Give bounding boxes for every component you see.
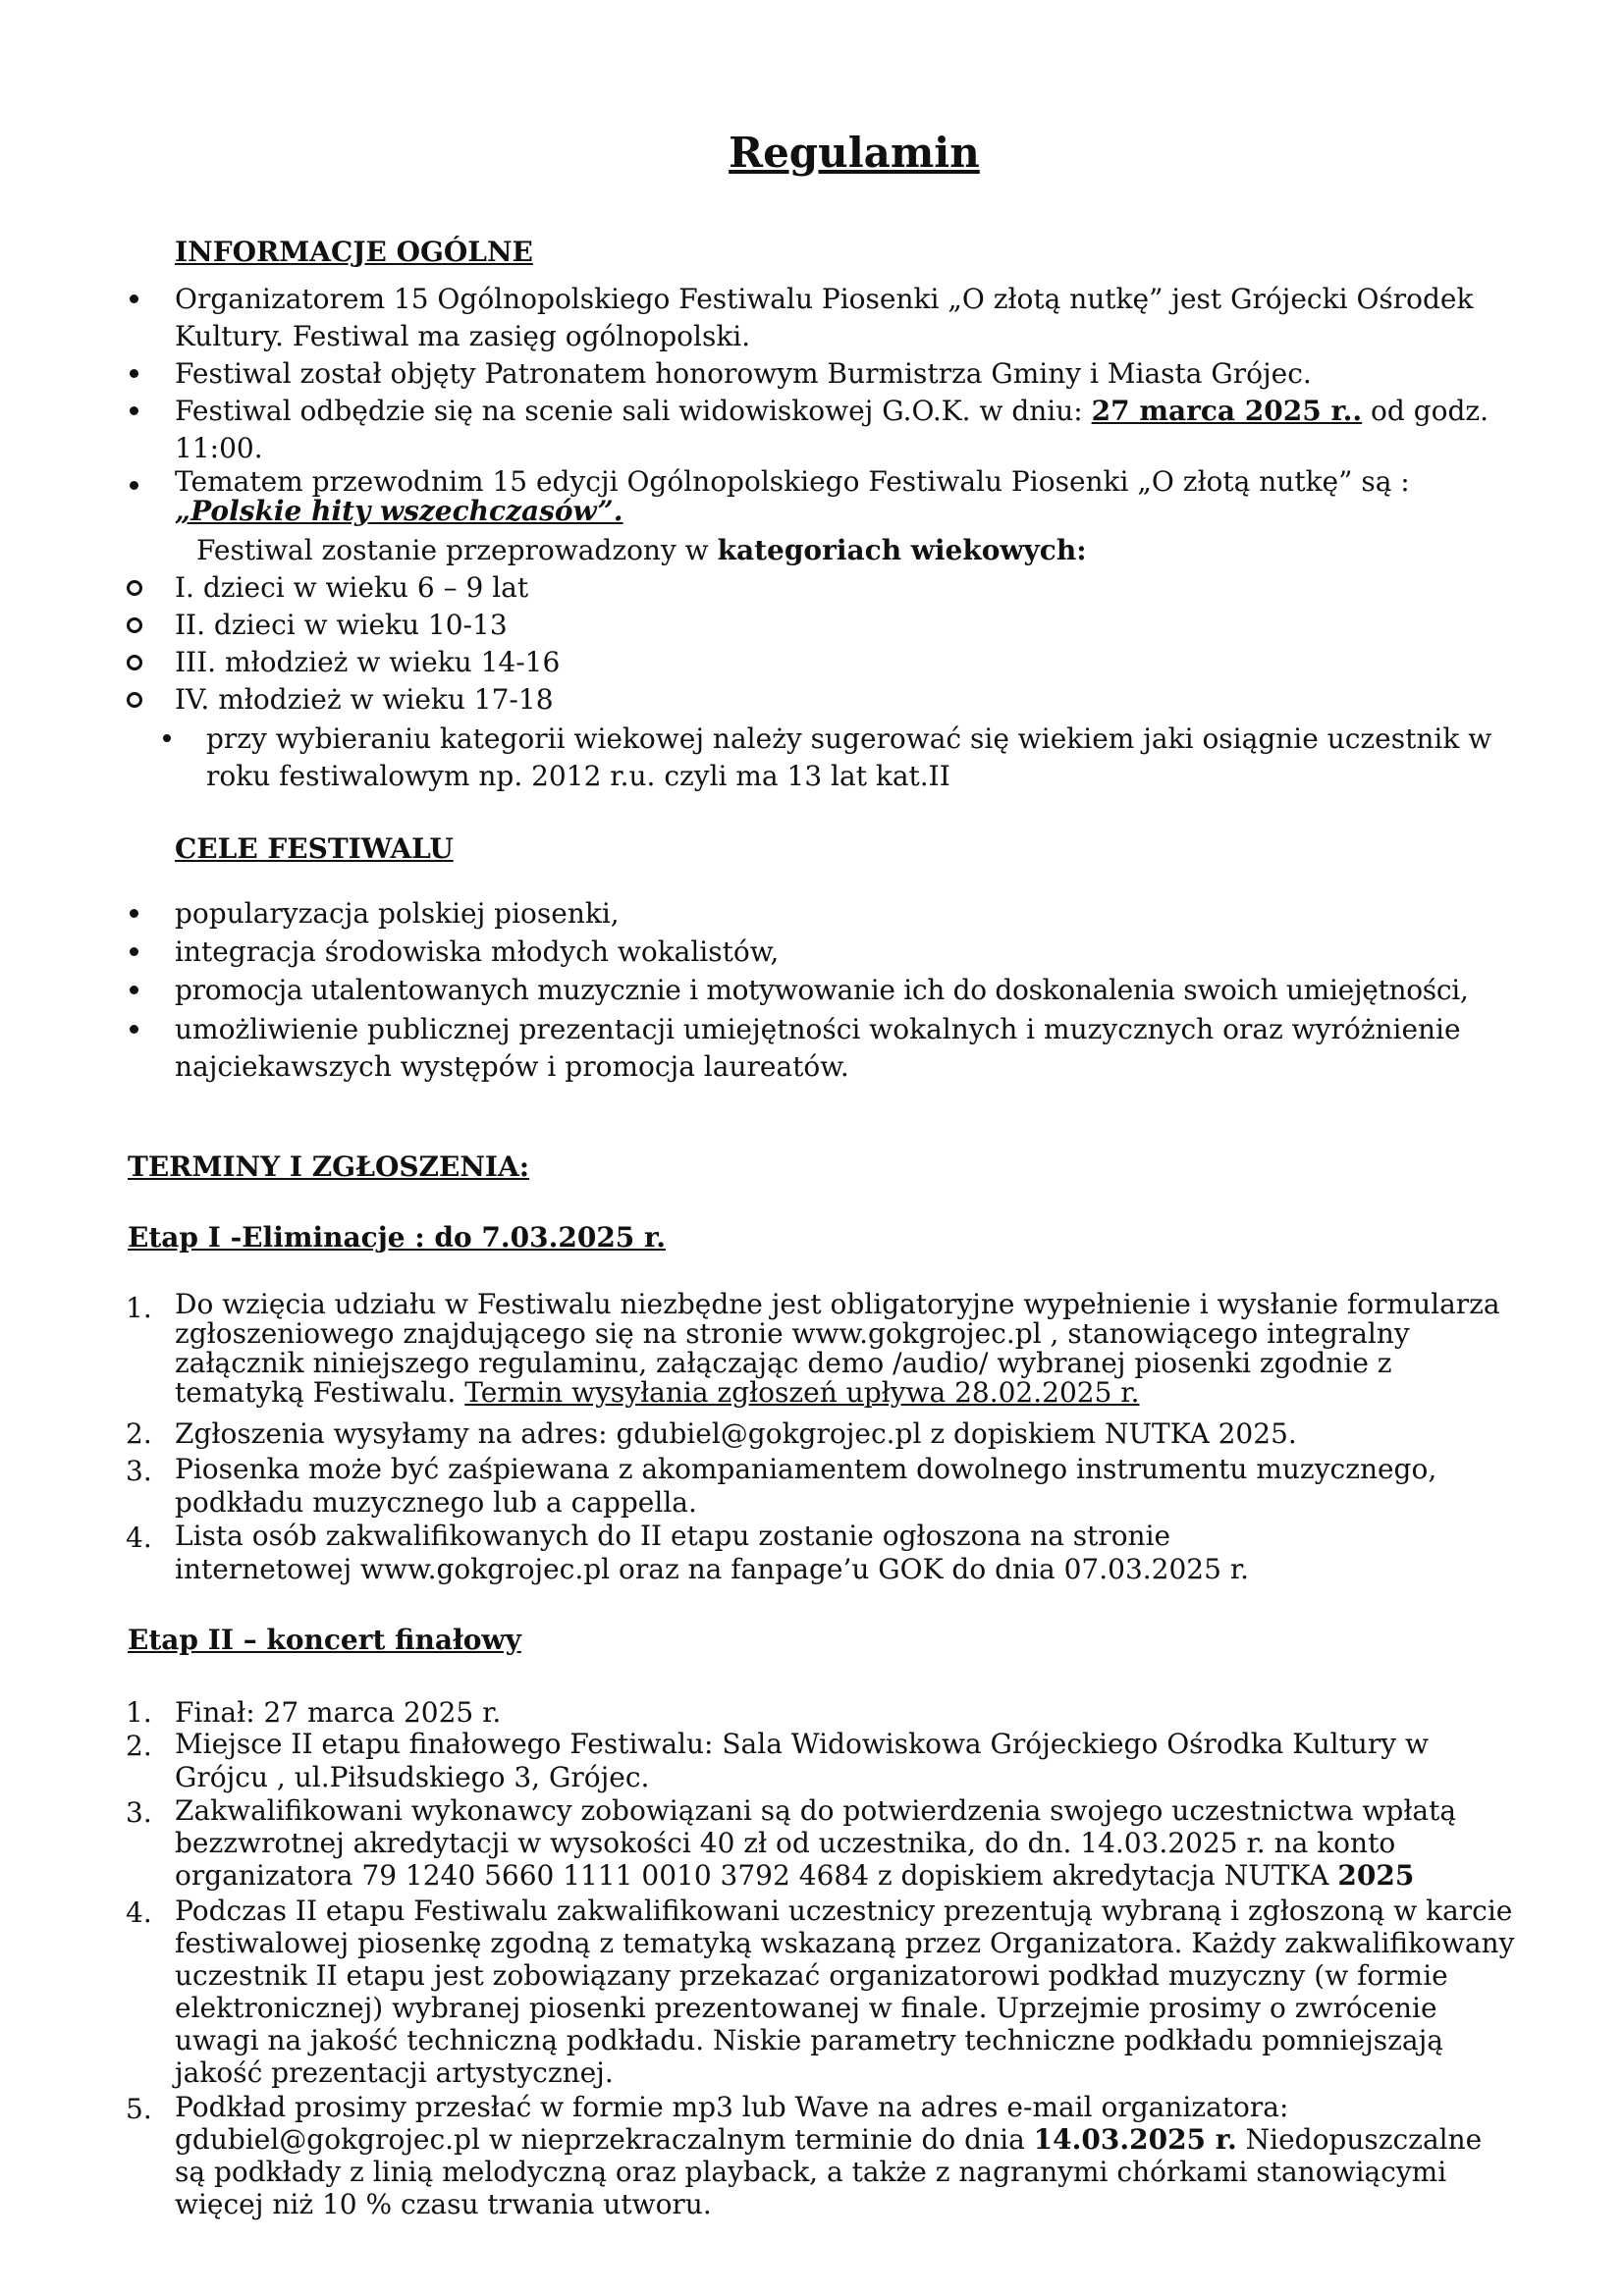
list-item-text: Lista osób zakwalifikowanych do II etapu zostanie ogłoszona na stronie internetowej www.gokgrojec.pl oraz na fanpage’u GOK do dnia 07.03.2025 r. xyxy=(175,1520,1250,1585)
list-item-text: Zgłoszenia wysyłamy na adres: gdubiel@gokgrojec.pl z dopiskiem NUTKA 2025. xyxy=(175,1417,1297,1450)
bullet-icon xyxy=(130,369,138,378)
section-heading-cele: CELE FESTIWALU xyxy=(175,832,454,865)
circle-bullet-icon xyxy=(127,580,142,596)
item-number: 3. xyxy=(126,1455,152,1487)
bullet-icon xyxy=(130,294,138,303)
item-number: 3. xyxy=(126,1796,152,1829)
bullet-icon xyxy=(130,986,138,994)
list-item-text: Festiwal odbędzie się na scenie sali widowiskowej G.O.K. w dniu: 27 marca 2025 r.. od godz. 11:00. xyxy=(175,395,1489,464)
category-text: II. dzieci w wieku 10-13 xyxy=(175,609,508,641)
backing-track-deadline: 14.03.2025 r. xyxy=(1033,2123,1237,2156)
bullet-icon xyxy=(130,406,138,415)
section-heading-terminy: TERMINY I ZGŁOSZENIA: xyxy=(128,1150,530,1183)
deadline-text: Termin wysyłania zgłoszeń upływa 28.02.2025 r. xyxy=(464,1376,1140,1409)
list-item-text: Festiwal został objęty Patronatem honorowym Burmistrza Gminy i Miasta Grójec. xyxy=(175,357,1312,390)
list-item-text: integracja środowiska młodych wokalistów, xyxy=(175,935,780,968)
item-number: 1. xyxy=(126,1292,152,1324)
bullet-icon xyxy=(130,481,138,490)
bullet-icon xyxy=(130,909,138,918)
page-title: Regulamin xyxy=(729,129,980,177)
list-item-text: promocja utalentowanych muzycznie i motywowanie ich do doskonalenia swoich umiejętności, xyxy=(175,974,1469,1006)
list-item-text: Piosenka może być zaśpiewana z akompaniamentem dowolnego instrumentu muzycznego, podkładu muzycznego lub a cappella. xyxy=(175,1453,1437,1519)
bullet-icon xyxy=(163,734,171,742)
list-item-text: przy wybieraniu kategorii wiekowej należy sugerować się wiekiem jaki osiągnie uczestnik w roku festiwalowym np. 2012 r.u. czyli ma 13 lat kat.II xyxy=(206,722,1492,792)
list-item-text: Podczas II etapu Festiwalu zakwalifikowani uczestnicy prezentują wybraną i zgłoszoną w karcie festiwalowej piosenkę zgodną z tematyką wskazaną przez Organizatora. Każdy zakwalifikowany uczestnik II etapu jest zobowiązany przekazać organizatorowi podkład muzyczny (w formie elektronicznej) wybranej piosenki prezentowanej w finale. Uprzejmie prosimy o zwrócenie uwagi na jakość techniczną podkładu. Niskie parametry techniczne podkładu pomniejszają jakość prezentacji artystycznej. xyxy=(175,1895,1515,2089)
list-item-text: Miejsce II etapu finałowego Festiwalu: Sala Widowiskowa Grójeckiego Ośrodka Kultury w Grójcu , ul.Piłsudskiego 3, Grójec. xyxy=(175,1728,1429,1793)
item-number: 2. xyxy=(126,1730,152,1762)
item-number: 2. xyxy=(126,1417,152,1450)
list-item-text: Zakwalifikowani wykonawcy zobowiązani są do potwierdzenia swojego uczestnictwa wpłatą bezzwrotnej akredytacji w wysokości 40 zł od uczestnika, do dn. 14.03.2025 r. na konto organizatora 79 1240 5660 1111 0010 3792 4684 z dopiskiem akredytacja NUTKA 2025 xyxy=(175,1794,1457,1892)
festival-theme: „Polskie hity wszechczasów”. xyxy=(175,495,623,527)
bullet-icon xyxy=(130,947,138,956)
list-item-text: Tematem przewodnim 15 edycji Ogólnopolskiego Festiwalu Piosenki „O złotą nutkę” są : „Polskie hity wszechczasów”. xyxy=(175,467,1520,526)
item-number: 4. xyxy=(126,1522,152,1554)
section-heading-informacje: INFORMACJE OGÓLNE xyxy=(175,236,533,268)
category-text: III. młodzież w wieku 14-16 xyxy=(175,646,561,678)
list-item-text: umożliwienie publicznej prezentacji umiejętności wokalnych i muzycznych oraz wyróżnienie najciekawszych występów i promocja laureatów. xyxy=(175,1013,1461,1083)
item-number: 4. xyxy=(126,1896,152,1929)
item-number: 1. xyxy=(126,1696,152,1729)
list-item-text: Do wzięcia udziału w Festiwalu niezbędne jest obligatoryjne wypełnienie i wysłanie formularza zgłoszeniowego znajdującego się na stronie www.gokgrojec.pl , stanowiącego integralny załącznik niniejszego regulaminu, załączając demo /audio/ wybranej piosenki zgodnie z tematyką Festiwalu. Termin wysyłania zgłoszeń upływa 28.02.2025 r. xyxy=(175,1288,1500,1409)
list-item-text: Organizatorem 15 Ogólnopolskiego Festiwalu Piosenki „O złotą nutkę” jest Grójecki Ośrodek Kultury. Festiwal ma zasięg ogólnopolski. xyxy=(175,283,1474,352)
festival-date: 27 marca 2025 r.. xyxy=(1091,395,1363,427)
category-text: I. dzieci w wieku 6 – 9 lat xyxy=(175,571,529,604)
list-item-text: Podkład prosimy przesłać w formie mp3 lub Wave na adres e-mail organizatora: gdubiel@gokgrojec.pl w nieprzekraczalnym terminie do dnia 14.03.2025 r. Niedopuszczalne są podkłady z linią melodyczną oraz playback, a także z nagranymi chórkami stanowiącymi więcej niż 10 % czasu trwania utworu. xyxy=(175,2091,1483,2220)
categories-intro-text: Festiwal zostanie przeprowadzony w kategoriach wiekowych: xyxy=(196,534,1087,566)
item-number: 5. xyxy=(126,2093,152,2125)
circle-bullet-icon xyxy=(127,655,142,670)
circle-bullet-icon xyxy=(127,692,142,708)
list-item-text: popularyzacja polskiej piosenki, xyxy=(175,897,620,930)
stage-1-heading: Etap I -Eliminacje : do 7.03.2025 r. xyxy=(128,1221,666,1254)
circle-bullet-icon xyxy=(127,617,142,633)
category-text: IV. młodzież w wieku 17-18 xyxy=(175,683,554,716)
list-item-text: Finał: 27 marca 2025 r. xyxy=(175,1696,502,1729)
stage-2-heading: Etap II – koncert finałowy xyxy=(128,1624,521,1656)
bullet-icon xyxy=(130,1025,138,1034)
